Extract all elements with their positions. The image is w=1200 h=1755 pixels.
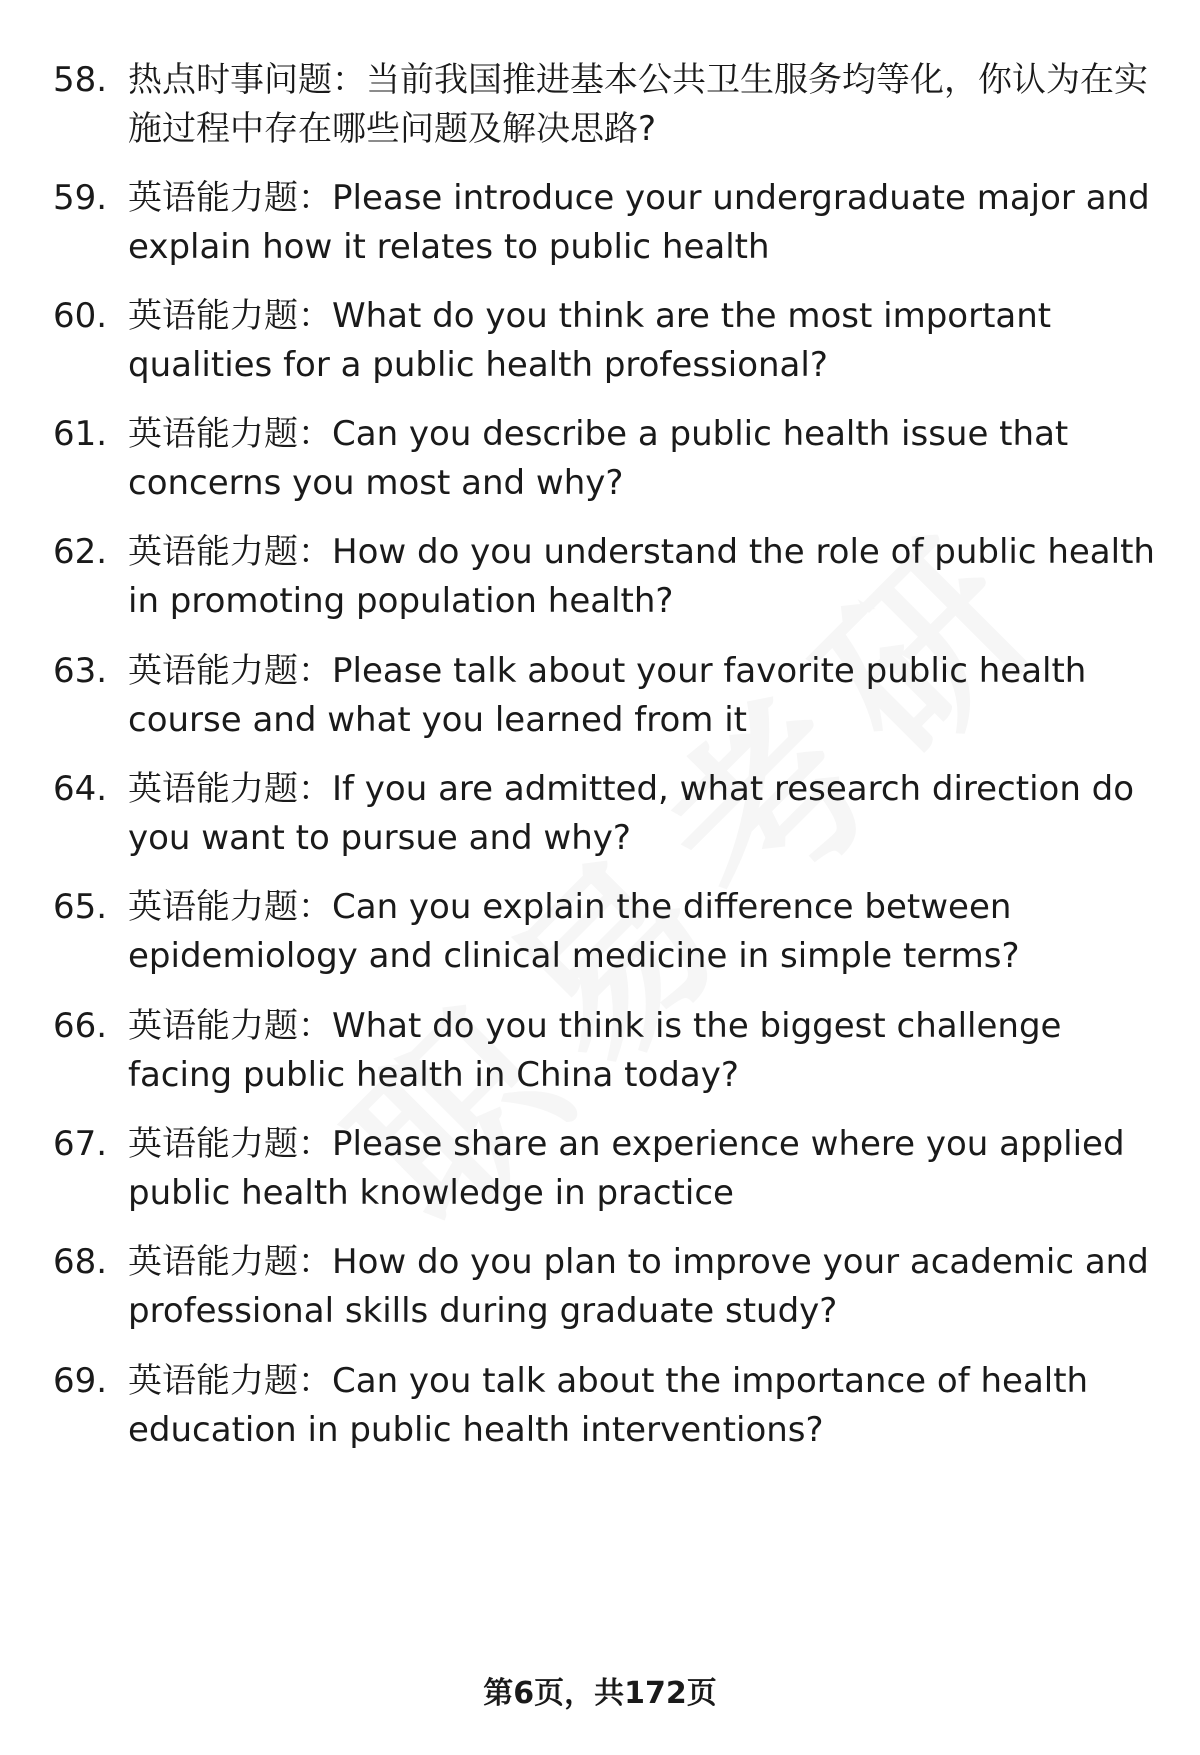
question-text: 英语能力题：If you are admitted, what research direction do you want to pursue and why? [128,769,1135,858]
question-text: 英语能力题：Please introduce your undergraduate major and explain how it relates to public health [128,178,1150,267]
question-text: 英语能力题：Can you describe a public health issue that concerns you most and why? [128,414,1069,503]
question-text: 英语能力题：What do you think are the most important qualities for a public health professional? [128,296,1052,385]
question-number: 67. [53,1124,108,1164]
question-number: 59. [53,178,108,218]
question-number: 62. [53,532,108,572]
question-number: 68. [53,1242,108,1282]
question-number: 65. [53,887,108,927]
question-text: 英语能力题：What do you think is the biggest challenge facing public health in China today? [128,1006,1062,1095]
question-text: 英语能力题：How do you understand the role of public health in promoting population health? [128,532,1155,621]
question-number: 63. [53,651,108,691]
question-number: 61. [53,414,108,454]
question-number: 64. [53,769,108,809]
question-text: 英语能力题：Can you talk about the importance of health education in public health interventions? [128,1361,1089,1450]
question-text: 英语能力题：Please share an experience where you applied public health knowledge in practice [128,1124,1125,1213]
question-text: 英语能力题：Can you explain the difference between epidemiology and clinical medicine in simple terms? [128,887,1020,976]
page-footer: 第6页，共172页 [483,1676,717,1711]
question-number: 60. [53,296,108,336]
question-text: 热点时事问题：当前我国推进基本公共卫生服务均等化，你认为在实施过程中存在哪些问题及解决思路? [128,60,1148,149]
question-text: 英语能力题：How do you plan to improve your academic and professional skills during graduate study? [128,1242,1149,1331]
question-number: 58. [53,60,108,100]
question-number: 69. [53,1361,108,1401]
question-text: 英语能力题：Please talk about your favorite public health course and what you learned from it [128,651,1087,740]
question-number: 66. [53,1006,108,1046]
